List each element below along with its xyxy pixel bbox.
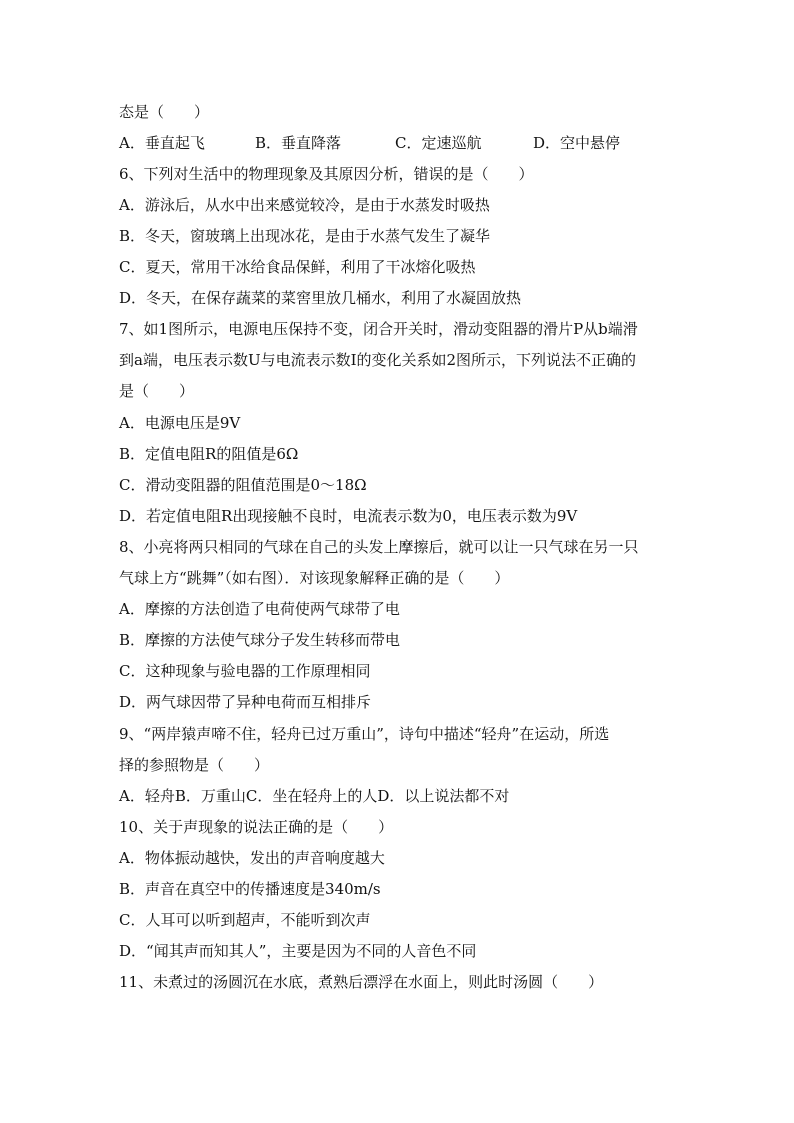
q6-stem: 6、下列对生活中的物理现象及其原因分析，错误的是（ ）	[119, 165, 534, 183]
q9-options-line: A．轻舟B．万重山C．坐在轻舟上的人D．以上说法都不对	[119, 787, 510, 805]
q5-options-row	[119, 133, 679, 153]
q5-option-a: A．垂直起飞	[119, 134, 205, 152]
q5-option-c: C．定速巡航	[395, 134, 482, 152]
q9-stem-line-2: 择的参照物是（ ）	[119, 756, 270, 774]
q10-option-b: B．声音在真空中的传播速度是340m/s	[119, 880, 381, 898]
q6-option-a: A．游泳后，从水中出来感觉较冷，是由于水蒸发时吸热	[119, 196, 490, 214]
q7-option-d: D．若定值电阻R出现接触不良时，电流表示数为0，电压表示数为9V	[119, 507, 578, 525]
q6-option-b: B．冬天，窗玻璃上出现冰花，是由于水蒸气发生了凝华	[119, 227, 491, 245]
q7-option-c: C．滑动变阻器的阻值范围是0～18Ω	[119, 476, 367, 494]
q8-stem-line-2: 气球上方“跳舞”（如右图）．对该现象解释正确的是（ ）	[119, 569, 510, 587]
q6-option-c: C．夏天，常用干冰给食品保鲜，利用了干冰熔化吸热	[119, 258, 476, 276]
q5-stem-continuation: 态是（ ）	[119, 103, 210, 121]
q7-option-a: A．电源电压是9V	[119, 414, 241, 432]
q7-stem-line-3: 是（ ）	[119, 382, 195, 400]
q5-option-d: D．空中悬停	[533, 134, 621, 152]
q10-stem: 10、关于声现象的说法正确的是（ ）	[119, 818, 394, 836]
q8-stem-line-1: 8、小亮将两只相同的气球在自己的头发上摩擦后，就可以让一只气球在另一只	[119, 538, 639, 556]
q6-option-d: D．冬天，在保存蔬菜的菜窖里放几桶水，利用了水凝固放热	[119, 289, 522, 307]
q10-option-d: D．“闻其声而知其人”，主要是因为不同的人音色不同	[119, 942, 477, 960]
q8-option-b: B．摩擦的方法使气球分子发生转移而带电	[119, 631, 401, 649]
q8-option-a: A．摩擦的方法创造了电荷使两气球带了电	[119, 600, 400, 618]
q5-option-b: B．垂直降落	[255, 134, 342, 152]
q7-stem-line-2: 到a端，电压表示数U与电流表示数I的变化关系如2图所示，下列说法不正确的	[119, 351, 637, 369]
q7-option-b: B．定值电阻R的阻值是6Ω	[119, 445, 299, 463]
q8-option-c: C．这种现象与验电器的工作原理相同	[119, 662, 371, 680]
q10-option-c: C．人耳可以听到超声，不能听到次声	[119, 911, 371, 929]
q8-option-d: D．两气球因带了异种电荷而互相排斥	[119, 693, 372, 711]
q9-stem-line-1: 9、“两岸猿声啼不住，轻舟已过万重山”，诗句中描述“轻舟”在运动，所选	[119, 725, 610, 743]
q10-option-a: A．物体振动越快，发出的声音响度越大	[119, 849, 385, 867]
q7-stem-line-1: 7、如1图所示，电源电压保持不变，闭合开关时，滑动变阻器的滑片P从b端滑	[119, 320, 638, 338]
q11-stem: 11、未煮过的汤圆沉在水底，煮熟后漂浮在水面上，则此时汤圆（ ）	[119, 973, 604, 991]
